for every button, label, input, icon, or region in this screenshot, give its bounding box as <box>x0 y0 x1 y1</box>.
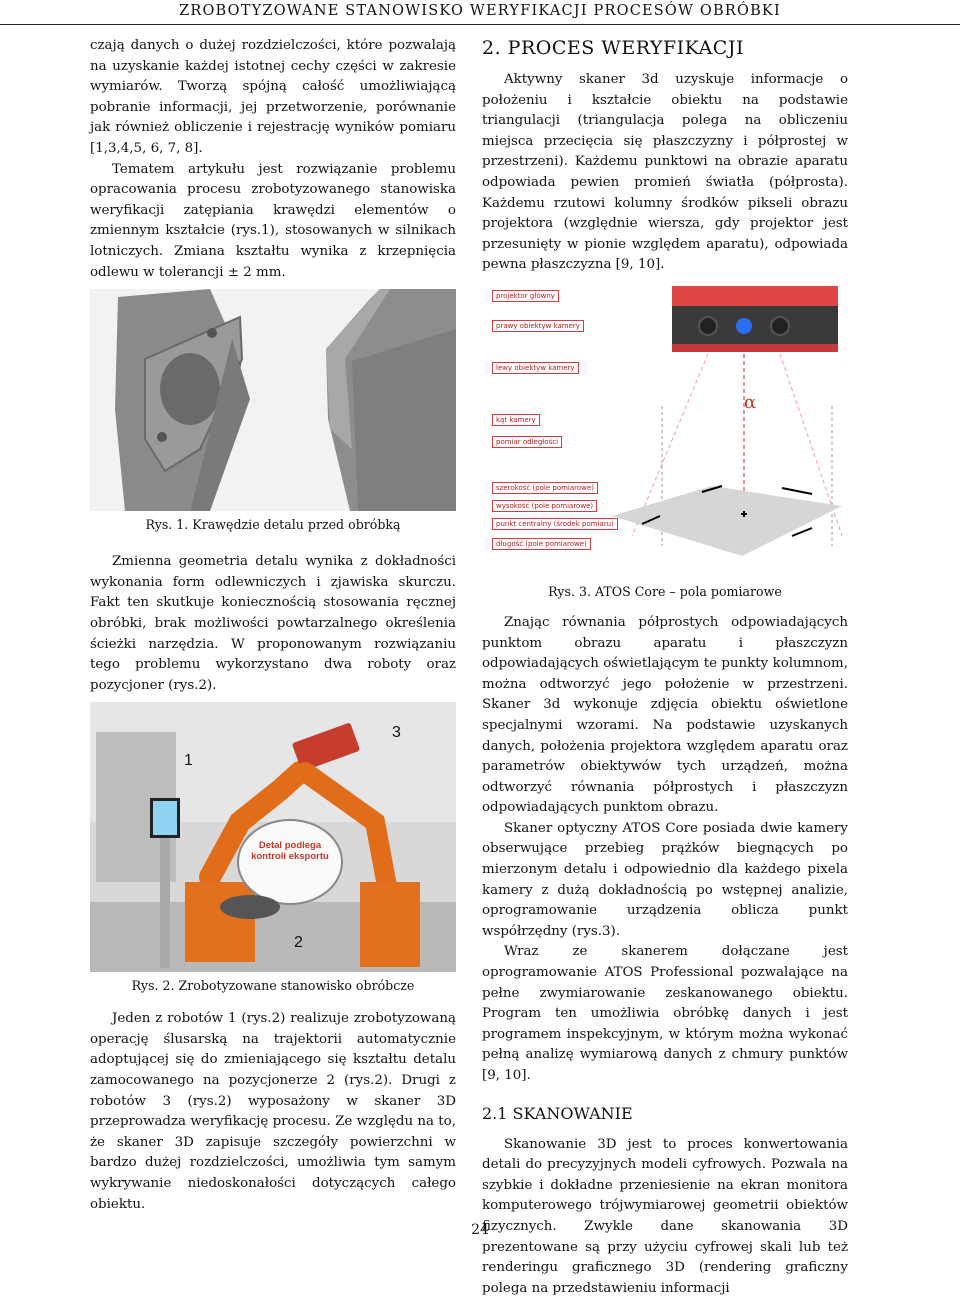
figure-1-part-edges <box>90 289 456 511</box>
label-center-point: punkt centralny (środek pomiaru) <box>492 518 618 530</box>
subsection-heading: 2.1 SKANOWANIE <box>482 1103 633 1123</box>
part-edges-image <box>90 289 456 511</box>
label-distance-measure: pomiar odległości <box>492 436 562 448</box>
left-column <box>90 36 456 1215</box>
right-column <box>482 36 848 1299</box>
export-control-note: Detal podlega kontroli eksportu <box>251 840 329 863</box>
paragraph: Wraz ze skanerem dołączane jest oprogramowanie ATOS Professional pozwalające na pełne zwymiarowanie zeskanowanego obiektu. Program ten umożliwia obróbkę danych i jest programem inspekcyjnym, w którym można wykonać pełną analizę wymiarową danych z chmury punktów [9, 10]. <box>482 944 848 1083</box>
figure-3-atos-fields <box>482 286 848 578</box>
figure-2-caption: Rys. 2. Zrobotyzowane stanowisko obróbcze <box>131 978 415 994</box>
paragraph: czają danych o dużej rozdzielczości, które pozwalają na uzyskanie każdej istotnej cechy części w zakresie wymiarów. Tworzą spójną całość umożliwiającą pobranie informacji, jej przetworzenie, porównanie jak również obliczenie i rejestrację wyników pomiaru [1,3,4,5, 6, 7, 8]. <box>90 38 456 156</box>
label-height: wysokość (pole pomiarowe) <box>492 500 597 512</box>
paragraph: Jeden z robotów 1 (rys.2) realizuje zrobotyzowaną operację ślusarską na trajektorii automatycznie adoptującej się do zmieniającego się kształtu detalu zamocowanego na pozycjonerze 2 (rys.2). Drugi z robotów 3 (rys.2) wyposażony w skaner 3D przeprowadza weryfikację procesu. Ze względu na to, że skaner 3D zapisuje szczegóły powierzchni w bardzo dużej rozdzielczości, umożliwia tym samym wykrywanie niedoskonałości dotyczących całego obiektu. <box>90 1011 456 1212</box>
label-width: szerokość (pole pomiarowe) <box>492 482 598 494</box>
paragraph: Skaner optyczny ATOS Core posiada dwie kamery obserwujące przebieg prążków biegnących po mierzonym detalu i odpowiednio dla każdego pixela kamery z dużą dokładnością po wstępnej analizie, oprogramowanie urządzenia oblicza punkt współrzędny (rys.3). <box>482 820 848 939</box>
paragraph: Skanowanie 3D jest to proces konwertowania detali do precyzyjnych modeli cyfrowych. Pozwala na szybkie i dokładne przeniesienie na ekran monitora komputerowego trójwymiarowej geometrii obiektów fizycznych. Zwykle dane skanowania 3D prezentowane są przy użyciu cyfrowej skali lub też renderingu graficznego 3D (rendering graficzny polega na przedstawieniu informacji <box>482 1136 848 1296</box>
paragraph: Tematem artykułu jest rozwiązanie problemu opracowania procesu zrobotyzowanego stanowiska weryfikacji zatępiania krawędzi elementów o zmiennym kształcie (rys.1), stosowanych w silnikach lotniczych. Zmiana kształtu wynika z krzepnięcia odlewu w tolerancji ± 2 mm. <box>90 161 456 280</box>
label-left-camera-lens: lewy obiektyw kamery <box>492 362 579 374</box>
paragraph: Znając równania półprostych odpowiadających punktom obrazu aparatu i płaszczyzn odpowiadających oświetlającym te punkty kolumnom, można odtworzyć jego położenie w przestrzeni. Skaner 3d wykonuje zdjęcia obiektu oświetlone specjalnymi wzorami. Na podstawie uzyskanych danych, położenia projektora względem aparatu oraz parametrów obiektywów tych urządzeń, można odtworzyć równania półprostych i płaszczyzn odpowiadających punktom obrazu. <box>482 614 848 816</box>
label-right-camera-lens: prawy obiektyw kamery <box>492 320 584 332</box>
paragraph: Zmienna geometria detalu wynika z dokładności wykonania form odlewniczych i zjawiska skurczu. Fakt ten skutkuje koniecznością stosowania ręcznej obróbki, brak możliwości powtarzalnego określenia ścieżki narzędzia. W proponowanym rozwiązaniu tego problemu wykorzystano dwa roboty oraz pozycjoner (rys.2). <box>90 554 456 693</box>
figure-2-robot-station <box>90 702 456 972</box>
figure-1-caption: Rys. 1. Krawędzie detalu przed obróbką <box>145 517 401 533</box>
robot-1-label: 1 <box>184 752 193 770</box>
figure-3-caption: Rys. 3. ATOS Core – pola pomiarowe <box>548 583 782 599</box>
label-camera-angle: kąt kamery <box>492 414 540 426</box>
label-main-projector: projektor główny <box>492 290 559 302</box>
paragraph: Aktywny skaner 3d uzyskuje informacje o położeniu i kształcie obiektu na podstawie triangulacji (triangulacja polega na obliczeniu miejsca przecięcia się płaszczyzny i półprostej w przestrzeni). Każdemu punktowi na obrazie aparatu odpowiada pewien promień światła (półprosta). Każdemu rzutowi kolumny środków pikseli obrazu projektora (względnie wiersza, gdy projektor jest przesunięty w pionie względem aparatu), odpowiada pewna płaszczyzna [9, 10]. <box>482 72 848 273</box>
running-header: ZROBOTYZOWANE STANOWISKO WERYFIKACJI PROCESÓW OBRÓBKI <box>0 0 960 25</box>
camera-angle-alpha: α <box>744 391 757 413</box>
section-heading: 2. PROCES WERYFIKACJI <box>482 37 744 59</box>
page-number: 24 <box>471 1222 489 1238</box>
label-length: długość (pole pomiarowe) <box>492 538 591 550</box>
robot-station-photo <box>90 702 456 972</box>
scanner-robot-3-label: 3 <box>392 724 401 742</box>
positioner-2-label: 2 <box>294 934 303 952</box>
